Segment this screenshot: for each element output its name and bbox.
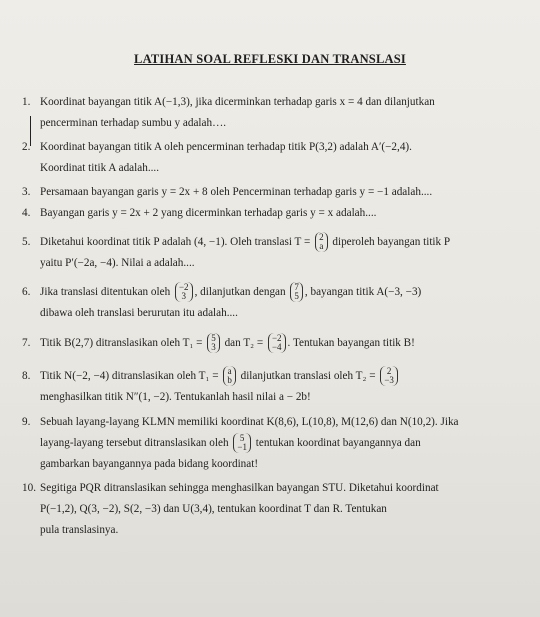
translation-vector: −2 3 xyxy=(175,282,193,302)
page-title: LATIHAN SOAL REFLESKI DAN TRANSLASI xyxy=(134,52,406,66)
question-text: Segitiga PQR ditranslasikan sehingga menghasilkan bayangan STU. Diketahui koordinat xyxy=(40,482,439,494)
question-number: 1. xyxy=(22,96,31,108)
question-text: gambarkan bayangannya pada bidang koordinat! xyxy=(40,458,259,470)
translation-vector: 7 5 xyxy=(290,282,303,302)
question-text: P(−1,2), Q(3, −2), S(2, −3) dan U(3,4), tentukan koordinat T dan R. Tentukan xyxy=(40,503,387,515)
question-text: dibawa oleh translasi berurutan itu adalah.... xyxy=(40,307,238,319)
translation-vector: 5 3 xyxy=(207,333,220,353)
question-6 xyxy=(22,282,510,324)
question-text: Titik N(−2, −4) ditranslasikan oleh T₁ = xyxy=(40,370,219,382)
question-10 xyxy=(22,478,510,541)
question-text: tentukan koordinat bayangannya dan xyxy=(255,437,421,449)
question-text: layang-layang tersebut ditranslasikan oleh xyxy=(40,437,229,449)
question-8 xyxy=(22,366,510,408)
question-number: 6. xyxy=(22,286,31,298)
question-text: Persamaan bayangan garis y = 2x + 8 oleh Pencerminan terhadap garis y = −1 adalah.... xyxy=(40,186,433,198)
question-number: 7. xyxy=(22,337,31,349)
question-number: 8. xyxy=(22,370,31,382)
question-text: Titik B(2,7) ditranslasikan oleh T₁ = xyxy=(40,337,203,349)
question-number: 2. xyxy=(22,141,31,153)
question-3 xyxy=(22,182,510,203)
question-text: pula translasinya. xyxy=(40,524,119,536)
question-5 xyxy=(22,232,510,274)
question-number: 4. xyxy=(22,207,31,219)
question-text: Koordinat titik A adalah.... xyxy=(40,162,160,174)
question-text: Diketahui koordinat titik P adalah (4, −1). Oleh translasi T = xyxy=(40,236,311,248)
translation-vector: −2 −4 xyxy=(268,333,286,353)
translation-vector: 2 a xyxy=(315,232,328,252)
question-number: 3. xyxy=(22,186,31,198)
question-text: diperoleh bayangan titik P xyxy=(332,236,451,248)
question-text: dilanjutkan translasi oleh T₂ = xyxy=(240,370,376,382)
translation-vector: a b xyxy=(223,366,236,386)
question-text: Koordinat bayangan titik A(−1,3), jika dicerminkan terhadap garis x = 4 dan dilanjutkan xyxy=(40,96,435,108)
question-text: Sebuah layang-layang KLMN memiliki koordinat K(8,6), L(10,8), M(12,6) dan N(10,2). Jika xyxy=(40,416,459,428)
question-1 xyxy=(22,92,510,134)
question-2 xyxy=(22,137,510,179)
question-4 xyxy=(22,203,510,224)
question-text: Jika translasi ditentukan oleh xyxy=(40,286,171,298)
translation-vector: 5 −1 xyxy=(233,433,251,453)
question-text: Bayangan garis y = 2x + 2 yang dicerminkan terhadap garis y = x adalah.... xyxy=(40,207,377,219)
question-text: , bayangan titik A(−3, −3) xyxy=(304,286,422,298)
question-number: 9. xyxy=(22,416,31,428)
question-9 xyxy=(22,412,510,475)
question-number: 10. xyxy=(22,482,36,494)
question-text: , dilanjutkan dengan xyxy=(194,286,286,298)
question-text: Koordinat bayangan titik A oleh pencerminan terhadap titik P(3,2) adalah A′(−2,4). xyxy=(40,141,412,153)
question-text: menghasilkan titik N″(1, −2). Tentukanlah hasil nilai a − 2b! xyxy=(40,391,311,403)
question-7 xyxy=(22,333,510,354)
translation-vector: 2 −3 xyxy=(380,366,398,386)
question-text: yaitu P′(−2a, −4). Nilai a adalah.... xyxy=(40,257,195,269)
question-text: pencerminan terhadap sumbu y adalah…. xyxy=(40,117,227,129)
question-text: . Tentukan bayangan titik B! xyxy=(287,337,415,349)
question-number: 5. xyxy=(22,236,31,248)
question-text: dan T₂ = xyxy=(224,337,264,349)
